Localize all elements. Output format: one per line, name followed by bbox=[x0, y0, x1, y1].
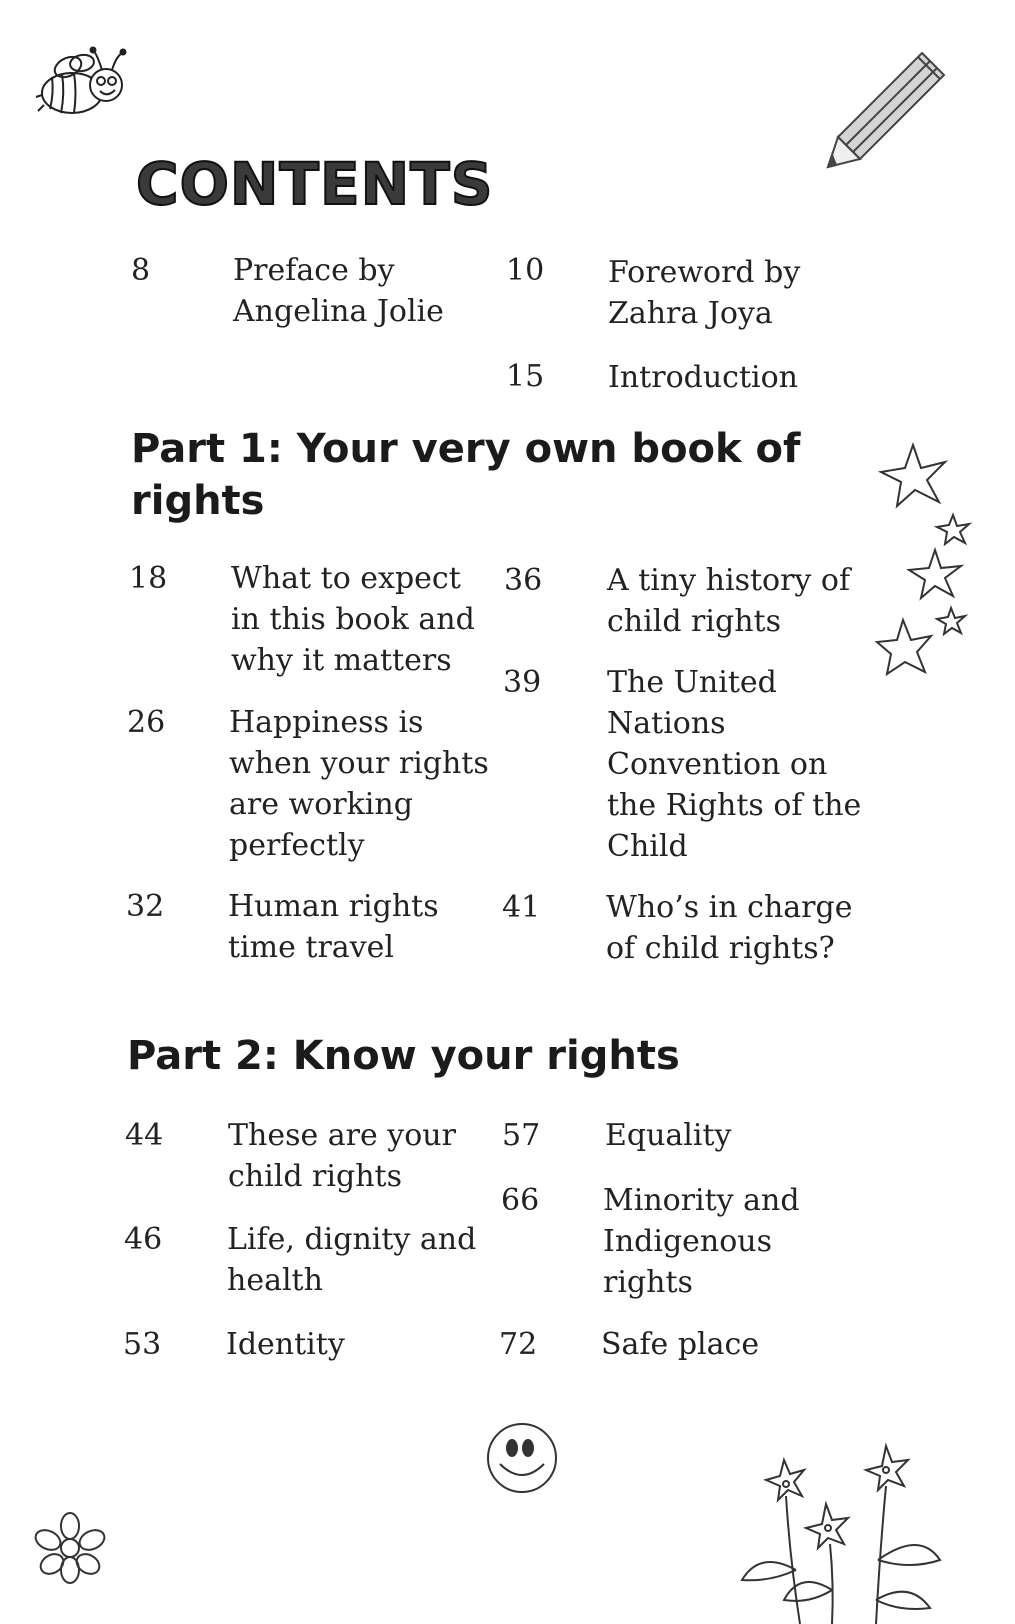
page-title: CONTENTS bbox=[136, 150, 494, 218]
entry-title: What to expect in this book and why it matters bbox=[231, 561, 475, 678]
entry-page-number: 41 bbox=[502, 890, 541, 925]
smiley-face-icon bbox=[484, 1420, 560, 1496]
toc-entry bbox=[607, 662, 861, 867]
toc-entry bbox=[601, 1324, 759, 1365]
toc-entry-preface bbox=[233, 250, 444, 332]
entry-title: Foreword by Zahra Joya bbox=[608, 255, 801, 331]
entry-title: These are your child rights bbox=[228, 1118, 456, 1194]
toc-entry bbox=[231, 558, 475, 681]
part-heading: Part 1: Your very own book of rights bbox=[131, 426, 801, 524]
toc-entry bbox=[603, 1180, 800, 1303]
flowers-icon bbox=[740, 1440, 970, 1624]
pencil-icon bbox=[822, 45, 952, 175]
entry-page-number: 15 bbox=[506, 359, 545, 394]
toc-entry-foreword bbox=[608, 252, 800, 334]
bee-icon bbox=[30, 45, 135, 125]
entry-title: Safe place bbox=[601, 1327, 760, 1362]
entry-title: Introduction bbox=[608, 360, 798, 395]
toc-entry bbox=[606, 887, 852, 969]
entry-title: Preface by Angelina Jolie bbox=[233, 253, 444, 329]
toc-entry bbox=[229, 702, 489, 866]
entry-title: Life, dignity and health bbox=[227, 1222, 477, 1298]
entry-page-number: 10 bbox=[506, 253, 545, 288]
entry-page-number: 53 bbox=[123, 1327, 162, 1362]
entry-page-number: 26 bbox=[127, 705, 166, 740]
toc-entry bbox=[228, 886, 439, 968]
entry-page-number: 72 bbox=[499, 1327, 538, 1362]
toc-entry-introduction bbox=[608, 357, 798, 398]
part-heading: Part 2: Know your rights bbox=[127, 1033, 680, 1079]
entry-title: Identity bbox=[226, 1327, 345, 1362]
entry-page-number: 8 bbox=[131, 253, 151, 288]
entry-page-number: 36 bbox=[504, 563, 543, 598]
entry-title: Minority and Indigenous rights bbox=[603, 1183, 800, 1300]
toc-entry bbox=[605, 1115, 732, 1156]
entry-title: Equality bbox=[605, 1118, 732, 1153]
entry-title: Human rights time travel bbox=[228, 889, 439, 965]
entry-title: Happiness is when your rights are working perfectly bbox=[229, 705, 489, 863]
entry-title: Who’s in charge of child rights? bbox=[606, 890, 853, 966]
entry-title: The United Nations Convention on the Rights of the Child bbox=[607, 665, 862, 864]
entry-page-number: 46 bbox=[124, 1222, 163, 1257]
entry-page-number: 66 bbox=[501, 1183, 540, 1218]
star-icon bbox=[875, 440, 995, 680]
entry-page-number: 57 bbox=[502, 1118, 541, 1153]
toc-entry bbox=[227, 1219, 476, 1301]
toc-entry bbox=[226, 1324, 345, 1365]
entry-page-number: 39 bbox=[503, 665, 542, 700]
entry-page-number: 44 bbox=[125, 1118, 164, 1153]
entry-page-number: 18 bbox=[129, 561, 168, 596]
entry-title: A tiny history of child rights bbox=[607, 563, 851, 639]
flower-icon bbox=[30, 1508, 110, 1588]
toc-entry bbox=[607, 560, 850, 642]
toc-entry bbox=[228, 1115, 456, 1197]
entry-page-number: 32 bbox=[126, 889, 165, 924]
